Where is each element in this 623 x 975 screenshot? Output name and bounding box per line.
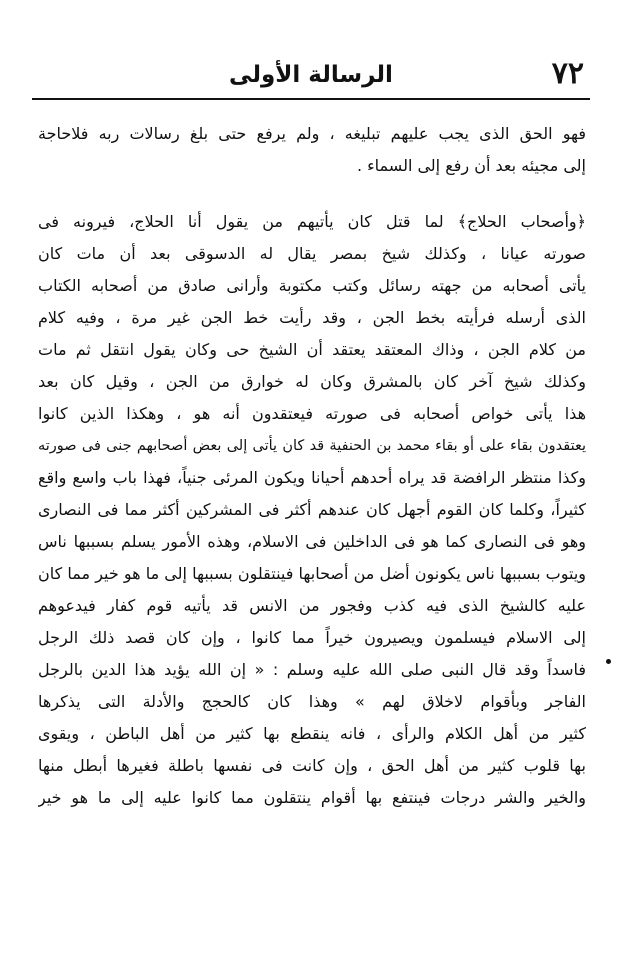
header-rule [32, 98, 590, 100]
text-line: وكذلك شيخ آخر كان بالمشرق وكان له خوارق من الجن ، وقيل كان بعد [38, 372, 586, 391]
text-line: إلى مجيئه بعد أن رفع إلى السماء . [356, 156, 586, 175]
text-line: وهو فى النصارى كما هو فى الداخلين فى الاسلام، وهذه الأمور يسلم بسببها ناس [38, 532, 586, 551]
text-line: يأتى أصحابه من جهته رسائل وكتب مكتوبة وأرانى صادق من أصحابه الكتاب [38, 276, 586, 295]
text-line: فهو الحق الذى يجب عليهم تبليغه ، ولم يرفع حتى بلغ رسالات ربه فلاحاجة [38, 124, 586, 143]
text-line: عليه كالشيخ الذى فيه كذب وفجور من الانس قد يأتيه قوم كفار فيدعوهم [38, 596, 586, 615]
text-line: هذا يأتى خواص أصحابه فى صورته فيعتقدون أنه هو ، وهكذا الذين كانوا [38, 404, 586, 423]
text-line: فاسداً وقد قال النبى صلى الله عليه وسلم : « إن الله يؤيد هذا الدين بالرجل [38, 660, 586, 679]
margin-dot [606, 659, 611, 664]
text-line: الفاجر وبأقوام لاخلاق لهم » وهذا كان كالحجج والأدلة التى يذكرها [38, 692, 586, 711]
text-line: صورته عيانا ، وكذلك شيخ بمصر يقال له الدسوقى بعد أن مات كان [38, 244, 586, 263]
paragraph-gap [38, 182, 586, 206]
paragraph-2 [38, 206, 586, 814]
text-line: وكذا منتظر الرافضة قد يراه أحدهم أحيانا ويكون المرئى جنياً، فهذا باب واسع واقع [38, 468, 586, 487]
text-line: إلى الاسلام فيسلمون ويصيرون خيراً مما كانوا ، وإن كان قصد ذلك الرجل [38, 628, 586, 647]
page-header [32, 44, 590, 94]
text-line: ويتوب بسببها ناس يكونون أضل من أصحابها فينتقلون بسببها إلى ما هو خير مما كان [38, 564, 586, 583]
text-line: الذى أرسله فرأيته بخط الجن ، وقد رأيت خط الجن غير مرة ، وفيه كلام [38, 308, 586, 327]
text-line: كثير من أهل الكلام والرأى ، فانه ينقطع بها كثير من أهل الباطن ، ويقوى [38, 724, 586, 743]
running-title: الرسالة الأولى [229, 62, 393, 88]
page-number: ٧٢ [551, 56, 584, 91]
text-line: من كلام الجن ، وذاك المعتقد يعتقد أن الشيخ حى وكان يقول انتقل ثم مات [38, 340, 586, 359]
text-line: كثيراً، وكلما كان القوم أجهل كان عندهم أكثر فى المشركين أكثر مما فى النصارى [38, 500, 586, 519]
text-line: يعتقدون بقاء على أو بقاء محمد بن الحنفية قد كان يأتى إلى بعض أصحابهم جنى فى صورته [38, 438, 586, 454]
text-line: والخير والشر درجات فينتفع بها أقوام ينتقلون مما كانوا عليه إلى ما هو خير [38, 788, 586, 807]
text-line: بها قلوب كثير من أهل الحق ، وإن كانت فى نفسها باطلة فغيرها أبطل منها [38, 756, 586, 775]
body-text [38, 118, 586, 814]
text-line: ﴿وأصحاب الحلاج﴾ لما قتل كان يأتيهم من يقول أنا الحلاج، فيرونه فى [38, 212, 586, 231]
paragraph-1 [38, 118, 586, 182]
